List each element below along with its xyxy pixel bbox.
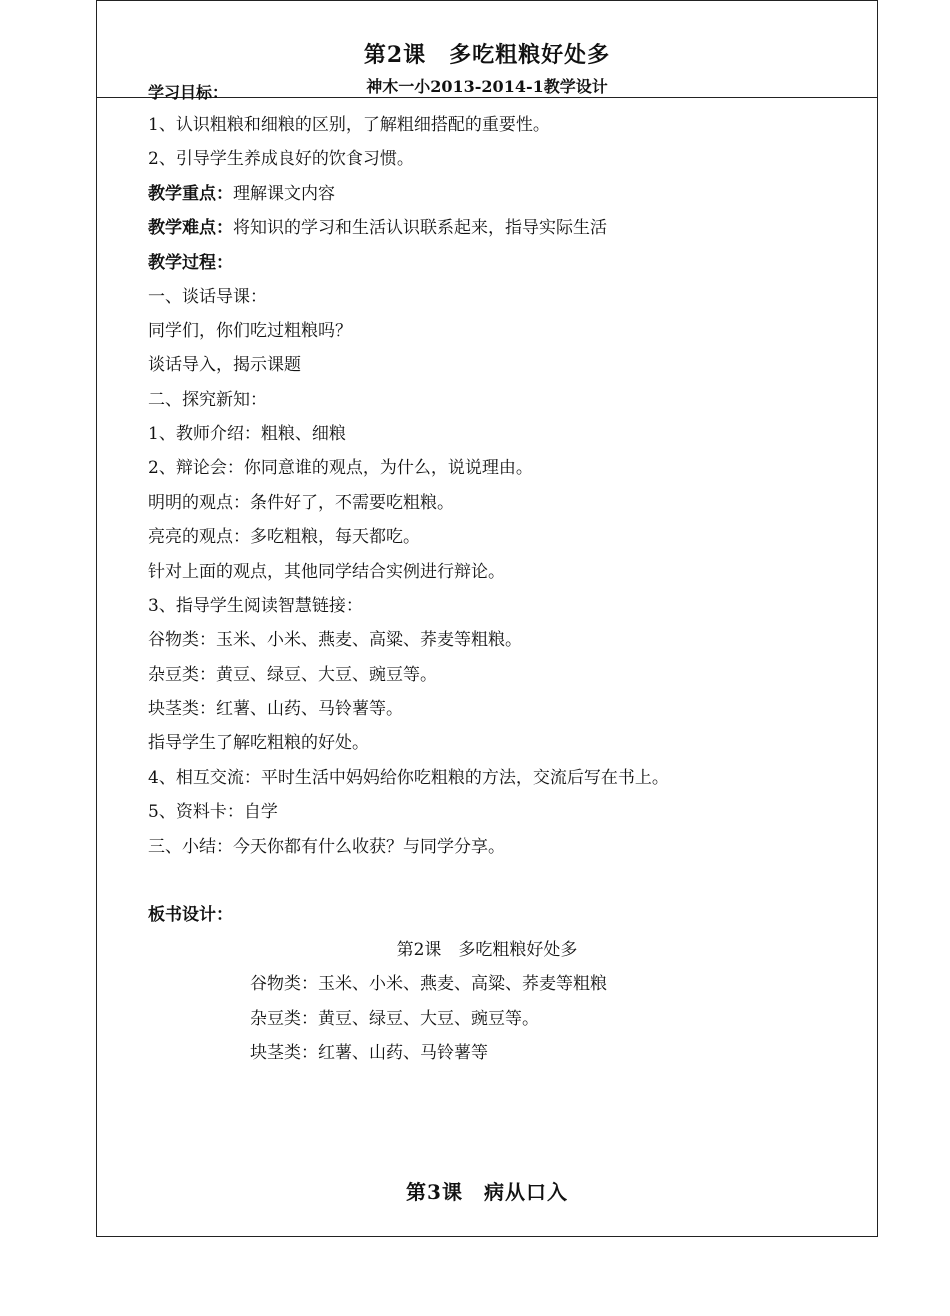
process-line: 4、相互交流：平时生活中妈妈给你吃粗粮的方法，交流后写在书上。 (148, 768, 669, 788)
process-line: 亮亮的观点：多吃粗粮，每天都吃。 (148, 527, 420, 547)
process-line: 2、辩论会：你同意谁的观点，为什么，说说理由。 (148, 458, 533, 478)
key-point-text: 理解课文内容 (233, 184, 335, 204)
key-point-label: 教学重点： (148, 184, 233, 204)
next-lesson-title: 第3课 病从口入 (406, 1180, 568, 1204)
difficulty-label: 教学难点： (148, 218, 233, 238)
board-label: 板书设计： (148, 905, 233, 925)
process-line: 三、小结：今天你都有什么收获？与同学分享。 (148, 837, 505, 857)
board-title: 第2课 多吃粗粮好处多 (396, 940, 578, 960)
goal-item: 1、认识粗粮和细粮的区别，了解粗细搭配的重要性。 (148, 115, 550, 135)
process-label: 教学过程： (148, 253, 233, 273)
board-line: 块茎类：红薯、山药、马铃薯等 (250, 1043, 488, 1063)
school-subtitle: 神木一小2013-2014-1教学设计 (366, 77, 608, 96)
board-line: 谷物类：玉米、小米、燕麦、高粱、荞麦等粗粮 (250, 974, 607, 994)
process-line: 谷物类：玉米、小米、燕麦、高粱、荞麦等粗粮。 (148, 630, 522, 650)
process-line: 针对上面的观点，其他同学结合实例进行辩论。 (148, 562, 505, 582)
process-line: 二、探究新知： (148, 390, 267, 410)
board-line: 杂豆类：黄豆、绿豆、大豆、豌豆等。 (250, 1009, 539, 1029)
key-point (148, 183, 335, 205)
lesson-title: 第2课 多吃粗粮好处多 (363, 42, 611, 68)
process-line: 块茎类：红薯、山药、马铃薯等。 (148, 699, 403, 719)
process-line: 一、谈话导课： (148, 287, 267, 307)
process-line: 3、指导学生阅读智慧链接： (148, 596, 363, 616)
difficulty-text: 将知识的学习和生活认识联系起来，指导实际生活 (233, 218, 607, 238)
goals-label: 学习目标： (148, 83, 229, 102)
process-line: 谈话导入，揭示课题 (148, 355, 301, 375)
process-line: 1、教师介绍：粗粮、细粮 (148, 424, 346, 444)
process-line: 明明的观点：条件好了，不需要吃粗粮。 (148, 493, 454, 513)
goal-item: 2、引导学生养成良好的饮食习惯。 (148, 149, 414, 169)
process-line: 同学们，你们吃过粗粮吗？ (148, 321, 352, 341)
process-line: 5、资料卡：自学 (148, 802, 278, 822)
process-line: 杂豆类：黄豆、绿豆、大豆、豌豆等。 (148, 665, 437, 685)
process-line: 指导学生了解吃粗粮的好处。 (148, 733, 369, 753)
difficulty (148, 217, 607, 239)
